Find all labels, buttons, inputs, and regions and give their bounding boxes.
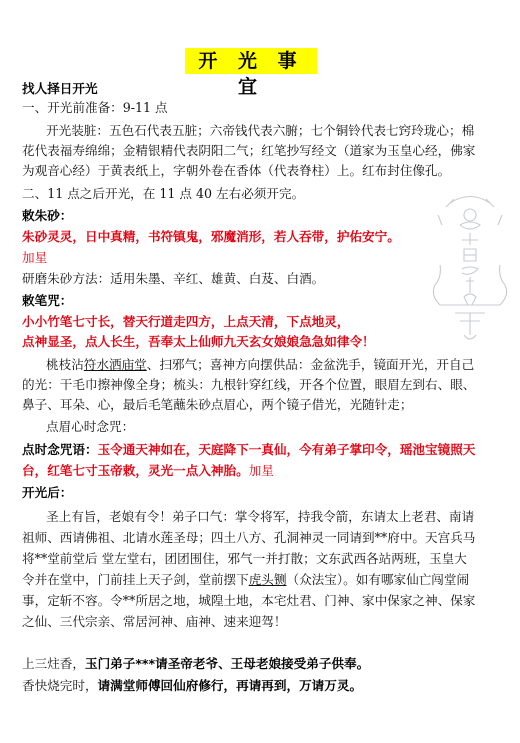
paragraph-line: 祖师、西请佛祖、北请水莲圣母；四土八方、孔洞神灵一同请到**府中。天宫兵马	[22, 530, 476, 545]
cinnabar-heading: 敕朱砂：	[22, 208, 73, 223]
paragraph-line: 将**堂前堂后 堂左堂右，团团围住，邪气一并打散；文东武西各站两班，玉皇大	[22, 551, 467, 566]
paragraph-line: 之仙、三代宗亲、常居河神、庙神、速来迎驾！	[22, 614, 287, 629]
cinnabar-incantation: 朱砂灵灵，日中真精，书符镇鬼，邪魔消形，若人吞带，护佑安宁。	[22, 229, 400, 244]
paragraph-line: 鼻子、耳朵、心，最后毛笔蘸朱砂点眉心，两个镜子借光，光随针走；	[22, 397, 413, 412]
paragraph-line: 事，定斩不容。令**所居之地，城隍土地，本宅灶君、门神、家中保家之神、保家	[22, 593, 476, 608]
talisman-watermark-icon	[420, 185, 520, 355]
paragraph-line: 花代表福寿绵绵；金精银精代表阴阳二气；红笔抄写经文（道家为玉皇心经，佛家	[22, 143, 476, 158]
after-heading: 开光后：	[22, 485, 73, 500]
step-two: 二、11 点之后开光，在 11 点 40 左右必须开完。	[22, 186, 305, 201]
add-star-note: 加星	[22, 250, 48, 265]
main-heading: 找人择日开光	[22, 81, 98, 96]
paragraph-line: 开光装脏：五色石代表五脏；六帝钱代表六腑；七个铜铃代表七窍玲珑心；棉	[46, 123, 475, 138]
paragraph-line: 点眉心时念咒：	[46, 419, 135, 434]
paragraph-line: 桃枝沾符水洒庙堂、扫邪气；喜神方向摆供品：金盆洗手，镜面开光，开自己	[46, 357, 475, 372]
step-one: 一、开光前准备：9-11 点	[22, 100, 168, 115]
paragraph-line: 的光：干毛巾擦神像全身；梳头：九根针穿红线，开各个位置，眼眉左到右、眼、	[22, 377, 476, 392]
paragraph-line: 为观音心经）于黄表纸上，字朝外卷在香体（代表脊柱）上。红布封住像孔。	[22, 163, 451, 178]
brush-heading: 敕笔咒：	[22, 293, 73, 308]
cinnabar-method: 研磨朱砂方法：适用朱墨、辛红、雄黄、白芨、白酒。	[22, 271, 325, 286]
closing-line: 上三炷香，玉门弟子***请圣帝老爷、王母老娘接受弟子供奉。	[22, 656, 370, 671]
dot-incantation-line: 点时念咒语：玉令通天神如在，天庭降下一真仙，今有弟子掌印令，瑶池宝镜照天	[22, 442, 476, 457]
closing-line: 香快烧完时，请满堂师傅回仙府修行，再请再到，万请万灵。	[22, 678, 363, 693]
page-title: 开 光 事 宜	[185, 48, 317, 74]
paragraph-line: 令并在堂中，门前挂上天子剑，堂前摆下虎头铡（众法宝）。如有哪家仙亡闯堂闹	[22, 572, 470, 587]
brush-incantation-line: 点神显圣，点人长生，吾奉太上仙师九天玄女娘娘急急如律令！	[22, 334, 375, 349]
paragraph-line: 圣上有旨，老娘有令！弟子口气：掌令将军，持我令箭，东请太上老君、南请	[46, 509, 475, 524]
brush-incantation-line: 小小竹笔七寸长，替天行道走四方，上点天清，下点地灵，	[22, 314, 350, 329]
dot-incantation-line: 台，红笔七寸玉帝敕，灵光一点入神胎。加星	[22, 463, 274, 478]
